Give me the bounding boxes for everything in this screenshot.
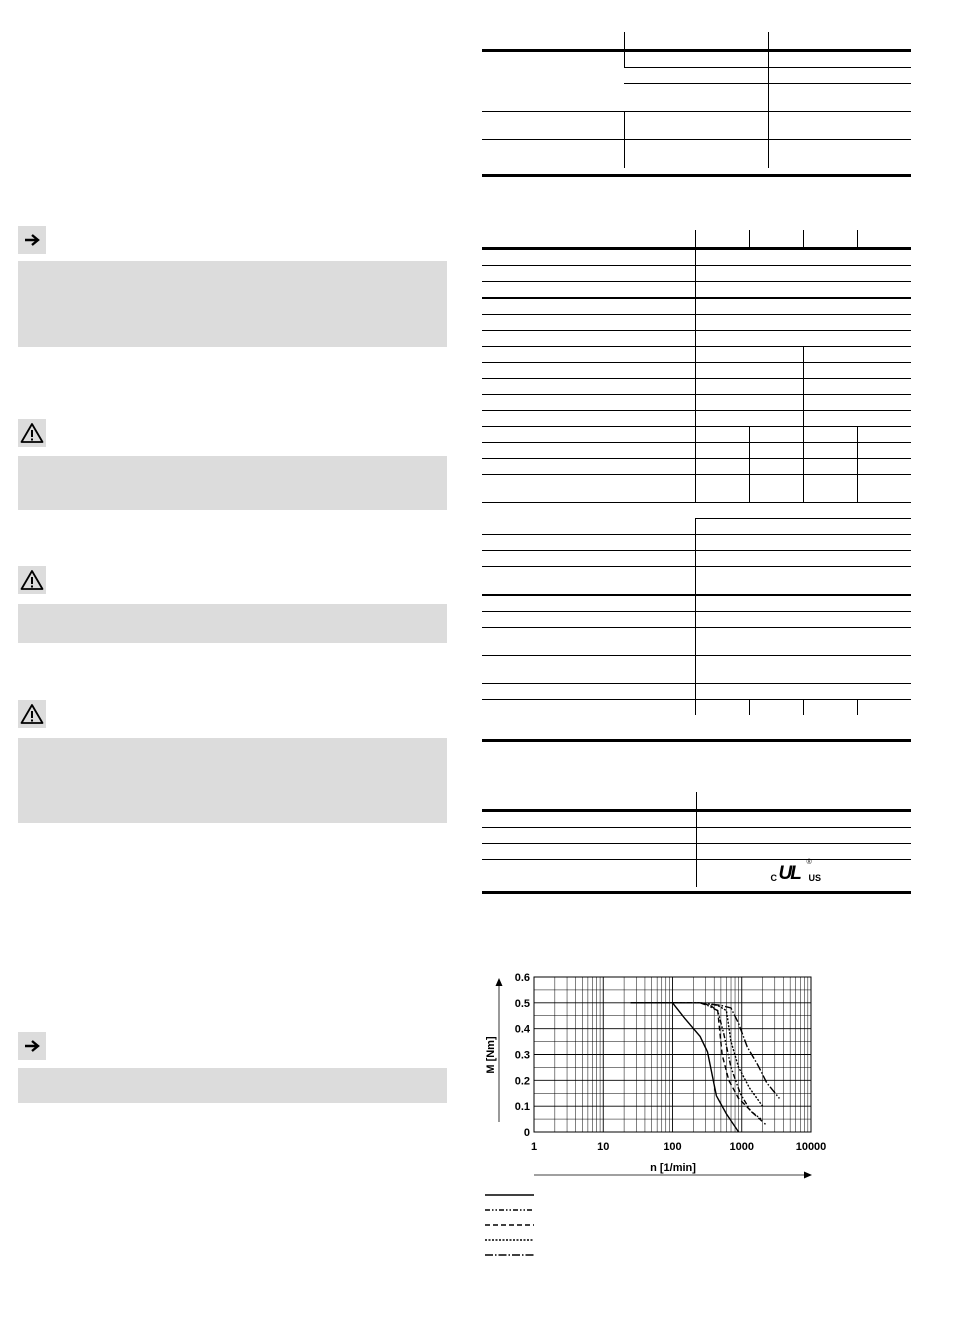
- y-tick-label: 0.1: [514, 1101, 530, 1114]
- arrow-right-icon: [23, 1038, 41, 1054]
- table-row: [482, 595, 911, 612]
- table-row: [482, 684, 911, 700]
- table-row: [482, 411, 911, 427]
- y-tick-label: 0.2: [514, 1075, 530, 1088]
- table-2: [482, 230, 911, 715]
- table-row: [482, 363, 911, 379]
- table-row: [482, 140, 911, 169]
- table-row: [482, 230, 911, 249]
- chart-grid: [534, 977, 811, 1132]
- note-1-panel: [18, 261, 447, 347]
- table-row: [482, 459, 911, 475]
- table-row: [482, 844, 911, 860]
- table-row: [482, 503, 911, 519]
- chart-ticks: [515, 972, 827, 1153]
- table-row: [482, 443, 911, 459]
- torque-speed-chart: [470, 960, 850, 1190]
- table-row: [482, 112, 911, 140]
- table-row: [482, 628, 911, 656]
- table-3: [482, 792, 911, 887]
- warning-1-icon-box: [18, 419, 46, 447]
- table-row: [482, 249, 911, 266]
- table-3-bottom-rule: [482, 891, 911, 894]
- x-tick-label: 100: [663, 1141, 682, 1153]
- warning-1-panel: [18, 456, 447, 510]
- table-row: [482, 551, 911, 567]
- table-row: [482, 347, 911, 363]
- table-row: [482, 282, 911, 299]
- x-tick-label: 1: [530, 1141, 538, 1153]
- table-row: [482, 475, 911, 503]
- warning-2-panel: [18, 604, 447, 643]
- table-row: [482, 379, 911, 395]
- warning-3-panel: [18, 738, 447, 823]
- table-row: [482, 266, 911, 282]
- cert-registered-mark: ®: [806, 859, 812, 866]
- table-row: [482, 519, 911, 535]
- x-tick-label: 1000: [729, 1141, 754, 1153]
- table-row: [482, 395, 911, 411]
- cert-us-letters: US: [808, 873, 822, 883]
- table-row: [482, 567, 911, 596]
- warning-3-icon-box: [18, 700, 46, 728]
- x-tick-label: 10: [597, 1141, 610, 1153]
- arrow-right-icon: [23, 232, 41, 248]
- warning-triangle-icon: [20, 569, 44, 591]
- x-tick-label: 10000: [795, 1141, 827, 1153]
- note-1-icon-box: [18, 226, 46, 254]
- series-line-5: [631, 1003, 780, 1099]
- table-row: [482, 427, 911, 443]
- table-row: [482, 298, 911, 315]
- y-tick-label: 0.5: [514, 997, 530, 1010]
- table-row: [482, 612, 911, 628]
- table-row: [482, 828, 911, 844]
- warning-triangle-icon: [20, 422, 44, 444]
- table-row: [482, 32, 911, 51]
- warning-2-icon-box: [18, 566, 46, 594]
- cul-us-certification-mark: [770, 859, 835, 886]
- y-tick-label: 0: [523, 1127, 530, 1139]
- table-row: [482, 811, 911, 828]
- table-row: [482, 656, 911, 684]
- note-2-icon-box: [18, 1032, 46, 1060]
- x-axis-label: n [1/min]: [650, 1162, 696, 1174]
- table-row: [482, 860, 911, 888]
- y-tick-label: 0.6: [514, 972, 530, 984]
- table-row: [482, 792, 911, 811]
- y-tick-label: 0.4: [514, 1023, 530, 1036]
- table-row: [482, 315, 911, 331]
- cert-c-letter: C: [770, 873, 777, 883]
- chart-legend: [484, 1188, 544, 1264]
- cert-ul-logo: UL: [778, 863, 800, 884]
- y-tick-label: 0.3: [514, 1049, 530, 1062]
- note-2-panel: [18, 1068, 447, 1103]
- table-row: [482, 331, 911, 347]
- table-2-bottom-rule: [482, 739, 911, 742]
- table-row: [482, 51, 911, 68]
- warning-triangle-icon: [20, 703, 44, 725]
- table-row: [482, 700, 911, 716]
- table-1-bottom-rule: [482, 174, 911, 177]
- table-row: [482, 535, 911, 551]
- table-1: [482, 32, 911, 168]
- y-axis-label: M [Nm]: [485, 1036, 497, 1074]
